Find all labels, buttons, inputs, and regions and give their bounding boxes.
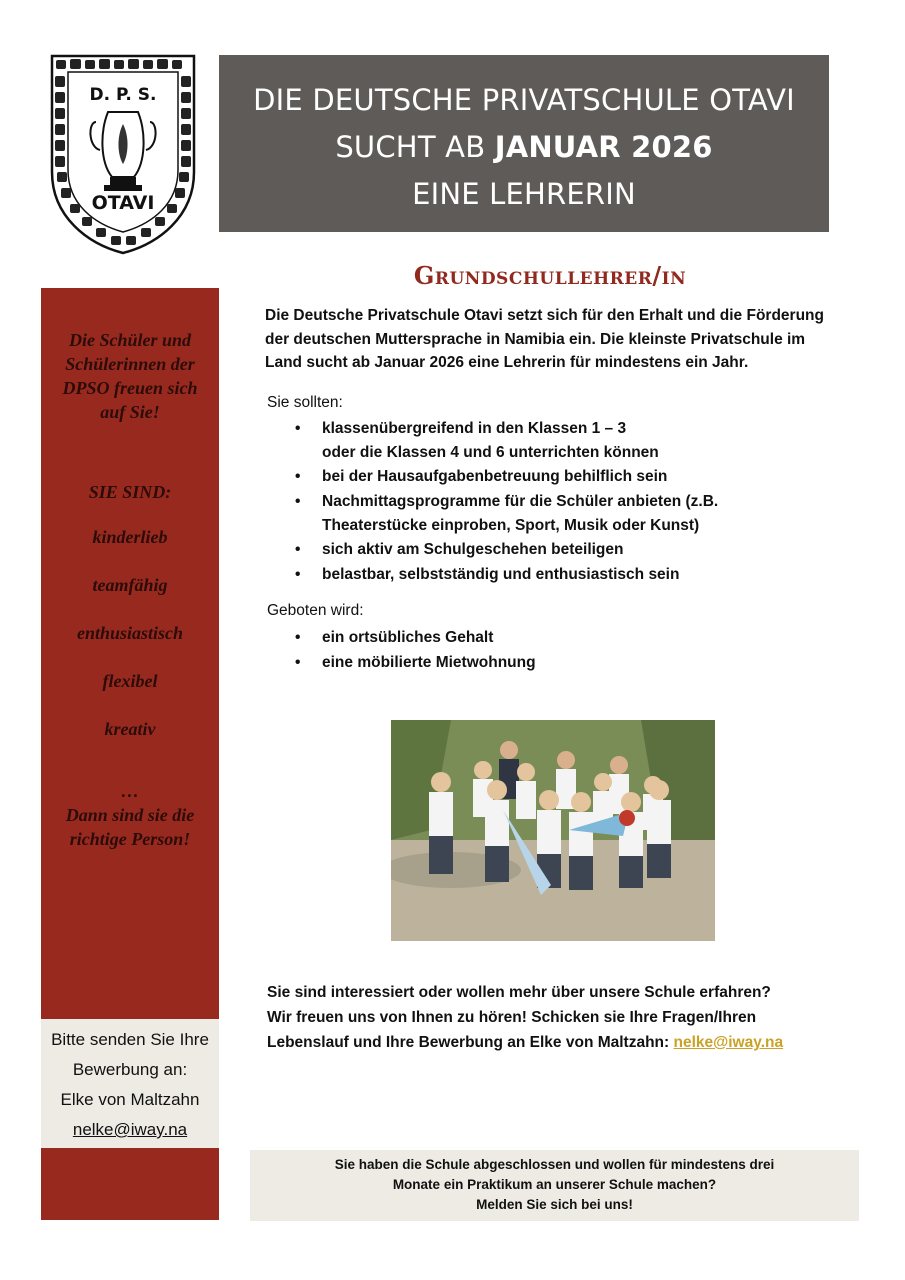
bullet-icon: • (295, 493, 301, 510)
school-group-photo (391, 720, 715, 941)
sidebar-trait: teamfähig (92, 575, 168, 595)
sidebar-intro: Die Schüler und Schülerinnen der DPSO freuen sich auf Sie! (62, 330, 198, 422)
crest-top-text: D. P. S. (89, 85, 157, 105)
closing-paragraph (267, 980, 867, 1055)
requirement-line-1: sich aktiv am Schulgeschehen beteiligen (322, 541, 624, 558)
intro-text-before: Die Deutsche Privatschule Otavi setzt sich für den Erhalt und die Förderung der deutschen Muttersprache in Namibia ein. Die kleinste Privatschule im Land sucht ab Januar 2026 eine (265, 307, 824, 371)
group-photo-image (391, 720, 715, 941)
intro-text-after: für mindestens ein Jahr. (565, 354, 749, 371)
list-item (265, 562, 845, 587)
sidebar-text (41, 328, 219, 851)
sidebar-outro-text: Dann sind sie die richtige Person! (65, 805, 195, 849)
sidebar-outro (41, 779, 219, 851)
requirement-line-2: Theaterstücke einproben, Sport, Musik oder Kunst) (322, 517, 700, 534)
requirement-line-1: Nachmittagsprogramme für die Schüler anbieten (z.B. (322, 493, 719, 510)
sidebar-trait: kinderlieb (92, 527, 168, 547)
closing-email-link[interactable]: nelke@iway.na (673, 1034, 784, 1051)
closing-line-3-text: Lebenslauf und Ihre Bewerbung an Elke von Maltzahn: (267, 1034, 674, 1051)
sidebar-heading: SIE SIND: (88, 482, 172, 502)
header-line-1: DIE DEUTSCHE PRIVATSCHULE OTAVI (253, 83, 795, 117)
sidebar-trait: flexibel (102, 671, 158, 691)
contact-email-link[interactable]: nelke@iway.na (72, 1120, 188, 1139)
contact-box (41, 1019, 219, 1148)
list-item (265, 416, 845, 464)
header-line-3: EINE LEHRERIN (412, 177, 636, 211)
contact-line-1: Bitte senden Sie Ihre (51, 1030, 209, 1049)
closing-line-1: Sie sind interessiert oder wollen mehr über unsere Schule erfahren? (267, 984, 771, 1001)
school-crest-logo (48, 52, 198, 257)
requirement-line-2: oder die Klassen 4 und 6 unterrichten können (322, 444, 659, 461)
list-item (265, 537, 845, 562)
requirements-list (265, 416, 845, 587)
intro-bold-word: Lehrerin (503, 354, 566, 371)
footer-line-1: Sie haben die Schule abgeschlossen und wollen für mindestens drei (334, 1157, 775, 1172)
requirements-label: Sie sollten: (267, 393, 343, 411)
bullet-icon: • (295, 420, 301, 437)
internship-footer (250, 1150, 859, 1221)
header-start-date: JANUAR 2026 (494, 130, 713, 164)
bullet-icon: • (295, 628, 301, 646)
contact-line-2: Bewerbung an: (72, 1060, 188, 1079)
requirement-line-1: bei der Hausaufgabenbetreuung behilflich sein (322, 468, 668, 485)
list-item (265, 464, 845, 489)
header-line-2-prefix: SUCHT AB (335, 130, 495, 164)
closing-line-3 (267, 1030, 867, 1055)
offer-list (265, 625, 845, 675)
offer-item: ein ortsübliches Gehalt (322, 628, 494, 646)
list-item (265, 489, 845, 537)
bullet-icon: • (295, 653, 301, 671)
bullet-icon: • (295, 541, 301, 558)
intro-paragraph (265, 304, 845, 375)
crest-bottom-text: OTAVI (91, 192, 155, 214)
sidebar-trait: enthusiastisch (76, 623, 184, 643)
header-line-2 (219, 124, 829, 171)
sidebar-trait: kreativ (104, 719, 156, 739)
bullet-icon: • (295, 566, 301, 583)
footer-line-2: Monate ein Praktikum an unserer Schule machen? (392, 1177, 717, 1192)
bullet-icon: • (295, 468, 301, 485)
closing-line-2: Wir freuen uns von Ihnen zu hören! Schicken sie Ihre Fragen/Ihren (267, 1009, 757, 1026)
footer-line-3: Melden Sie sich bei uns! (476, 1197, 633, 1212)
crest-icon (48, 52, 198, 257)
list-item (265, 650, 845, 675)
contact-name: Elke von Maltzahn (60, 1090, 200, 1109)
list-item (265, 625, 845, 650)
offer-item: eine möbilierte Mietwohnung (322, 653, 536, 671)
requirement-line-1: belastbar, selbstständig und enthusiastisch sein (322, 566, 680, 583)
requirement-line-1: klassenübergreifend in den Klassen 1 – 3 (322, 420, 627, 437)
job-title: Grundschullehrer/in (413, 261, 687, 290)
main-content (265, 304, 845, 675)
header-banner (219, 55, 829, 232)
sidebar-ellipsis: … (121, 781, 139, 801)
offer-label: Geboten wird: (267, 602, 364, 619)
